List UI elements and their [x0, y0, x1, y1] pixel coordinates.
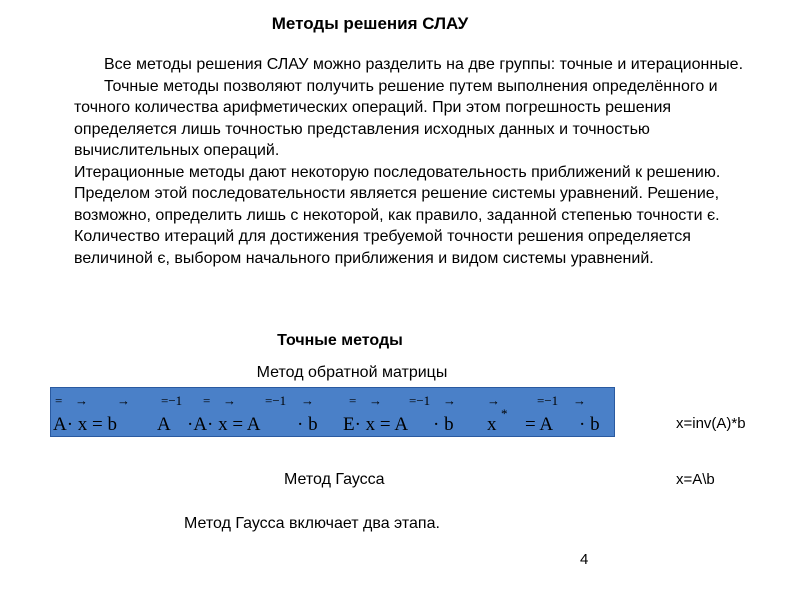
inverse-code: x=inv(A)*b [676, 415, 746, 432]
equation-step1-a: A [157, 414, 171, 435]
formula-svg [51, 388, 615, 437]
equation-step2-a: E· x = A [343, 414, 409, 435]
equation-solution-x: x [487, 414, 497, 435]
arrow-mark-2: → [117, 393, 130, 408]
slide-title: Методы решения СЛАУ [271, 14, 469, 33]
arrow-mark-4: → [301, 393, 314, 408]
arrow-mark-8: → [573, 393, 586, 408]
bar-mark-1: = [55, 393, 63, 408]
equation-original: A· x = b [53, 414, 118, 435]
paragraph-exact-methods: Точные методы позволяют получить решение путем выполнения определённого и точного количества арифметических операций. При этом погрешность решения определяется лишь точностью представления исходных данных и точностью вычислительных операций. [74, 77, 718, 159]
gauss-note: Метод Гаусса включает два этапа. [184, 515, 440, 532]
bar-mark-3: = [349, 393, 357, 408]
arrow-mark-7: → [487, 393, 500, 408]
inverse-mark-4: =−1 [537, 393, 559, 408]
arrow-mark-3: → [223, 393, 236, 408]
equation-step1-c: · b [297, 414, 318, 435]
arrow-mark-5: → [369, 393, 382, 408]
gauss-code: x=A\b [676, 471, 715, 488]
gauss-method-label: Метод Гаусса [284, 471, 385, 488]
arrow-mark-1: → [75, 393, 88, 408]
equation-step1-b: ·A· x = A [187, 414, 261, 435]
paragraph-iterative-methods: Итерационные методы дают некоторую последовательность приближений к решению. Пределом этой последовательности является решение системы уравнений. Решение, возможно, определить лишь с некоторой, как правило, заданной степенью точности є. Количество итераций для достижения требуемой точности решения определяется величиной є, выбором начального приближения и видом системы уравнений. [74, 163, 721, 267]
bar-mark-2: = [203, 393, 211, 408]
equation-solution-b: = A [525, 414, 554, 435]
arrow-mark-6: → [443, 393, 456, 408]
inverse-mark-3: =−1 [409, 393, 431, 408]
exact-methods-heading: Точные методы [277, 332, 403, 349]
paragraph-intro: Все методы решения СЛАУ можно разделить на две группы: точные и итерационные. [104, 56, 744, 73]
inverse-mark-1: =−1 [161, 393, 183, 408]
equation-solution-c: · b [579, 414, 600, 435]
inverse-matrix-label: Метод обратной матрицы [256, 364, 448, 381]
equation-solution-star: * [501, 406, 508, 421]
equation-step2-b: · b [433, 414, 454, 435]
inverse-mark-2: =−1 [265, 393, 287, 408]
inverse-matrix-formula [50, 387, 615, 437]
page-number: 4 [580, 551, 589, 568]
body-text [74, 54, 774, 269]
